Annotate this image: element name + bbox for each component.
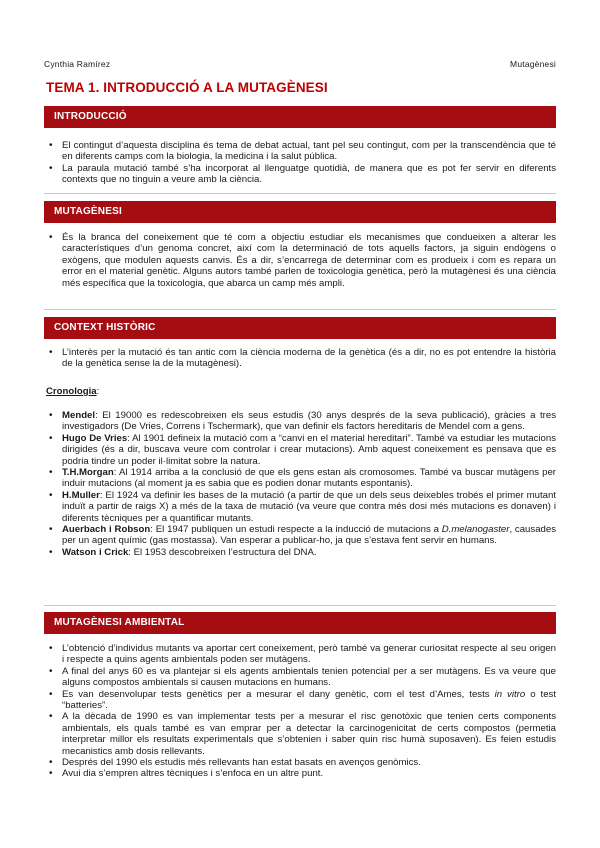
cronologia-item: • Hugo De Vries: Al 1901 defineix la mutació com a “canvi en el material hereditari”. També va estudiar les mutacions dirigides (és a dir, buscava veure com controlar i crear mutacions). Amb aquest coneixement es pensava que es podria tindre un poder il·limitat sobre la natura. bbox=[44, 433, 556, 467]
section-divider bbox=[44, 193, 556, 194]
list-item: • Es van desenvolupar tests genètics per a mesurar el dany genètic, com el test d’Ames, tests in vitro o test “batteries”. bbox=[44, 689, 556, 712]
list-item: • L’obtenció d’individus mutants va aportar cert coneixement, però també va generar curiositat respecte al seu origen i respecte a quins agents ambientals poden ser mutàgens. bbox=[44, 643, 556, 666]
mutagenesi-bullet-list bbox=[44, 232, 556, 289]
cronologia-item: • H.Muller: El 1924 va definir les bases de la mutació (a partir de que un dels seus deixebles trobés el primer mutant induït a partir de raigs X) a més de la taxa de mutació (va veure que contra més dosi més mutacions es donaven) i diferents tècniques per a quantificar mutants. bbox=[44, 490, 556, 524]
ambiental-bullet-list bbox=[44, 643, 556, 780]
section-divider bbox=[44, 605, 556, 606]
header-subject: Mutagènesi bbox=[510, 59, 556, 69]
cronologia-list bbox=[44, 410, 556, 558]
section-heading-introduccio: INTRODUCCIÓ bbox=[44, 106, 556, 128]
section-heading-context-historic: CONTEXT HISTÒRIC bbox=[44, 317, 556, 339]
cronologia-item: • Auerbach i Robson: El 1947 publiquen un estudi respecte a la inducció de mutacions a D.melanogaster, causades per un agent químic (gas mostassa). Van esperar a publicar-ho, ja que s’estava fent servir en humans. bbox=[44, 524, 556, 547]
cronologia-item: • Mendel: El 19000 es redescobreixen els seus estudis (30 anys després de la seva publicació), gràcies a tres investigadors (De Vries, Correns i Tschermark), que van definir els factors hereditaris de Mendel com a gens. bbox=[44, 410, 556, 433]
list-item: • El contingut d’aquesta disciplina és tema de debat actual, tant pel seu contingut, com per la transcendència que té en diferents camps com la biologia, la medicina i la salut pública. bbox=[44, 140, 556, 163]
list-item: • L’interès per la mutació és tan antic com la ciència moderna de la genètica (és a dir, no es pot entendre la història de la genètica sense la de la mutagènesi). bbox=[44, 347, 556, 370]
context-bullet-list bbox=[44, 347, 556, 370]
cronologia-label: Cronologia: bbox=[46, 386, 100, 397]
list-item: • A final del anys 60 es va plantejar si els agents ambientals tenien potencial per a ser mutàgens. Es va veure que alguns compostos ambientals si causen mutacions en humans. bbox=[44, 666, 556, 689]
intro-bullet-list bbox=[44, 140, 556, 186]
list-item: • La paraula mutació també s’ha incorporat al llenguatge quotidià, de manera que es pot fer servir en diferents contexts que no tinguin a veure amb la ciència. bbox=[44, 163, 556, 186]
list-item: • Després del 1990 els estudis més rellevants han estat basats en avenços genòmics. bbox=[44, 757, 556, 768]
list-item: • A la dècada de 1990 es van implementar tests per a mesurar el risc genotòxic que tenien certs components ambientals, els quals també es van emprar per a detectar la carcinogenicitat de certs compostos (permetia interpretar millor els resultats experimentals que s’obtenien i saber quin risc humà suposaven). Es feien estudis mecanistics amb dosis rellevants. bbox=[44, 711, 556, 757]
cronologia-item: • T.H.Morgan: Al 1914 arriba a la conclusió de que els gens estan als cromosomes. També va buscar mutàgens per induir mutacions (al moment ja es sabia que es podien donar mutants espontanis). bbox=[44, 467, 556, 490]
section-divider bbox=[44, 309, 556, 310]
document-title: TEMA 1. INTRODUCCIÓ A LA MUTAGÈNESI bbox=[46, 80, 328, 95]
cronologia-item: • Watson i Crick: El 1953 descobreixen l’estructura del DNA. bbox=[44, 547, 556, 558]
header-author: Cynthia Ramírez bbox=[44, 59, 111, 69]
section-heading-mutagenesi-ambiental: MUTAGÈNESI AMBIENTAL bbox=[44, 612, 556, 634]
list-item: • Avui dia s’empren altres tècniques i s’enfoca en un altre punt. bbox=[44, 768, 556, 779]
section-heading-mutagenesi: MUTAGÈNESI bbox=[44, 201, 556, 223]
list-item: • És la branca del coneixement que té com a objectiu estudiar els mecanismes que condueixen a alterar les característiques d’un genoma concret, així com la determinació de tots aquells factors, ja siguin endògens o exògens, que modulen aquests canvis. És a dir, s’encarrega de determinar com es produeix i com es repara un error en el material genètic. Alguns autors també parlen de toxicologia genètica, però la mutagènesi és una ciència més específica que la toxicologia, que abarca un camp més ampli. bbox=[44, 232, 556, 289]
